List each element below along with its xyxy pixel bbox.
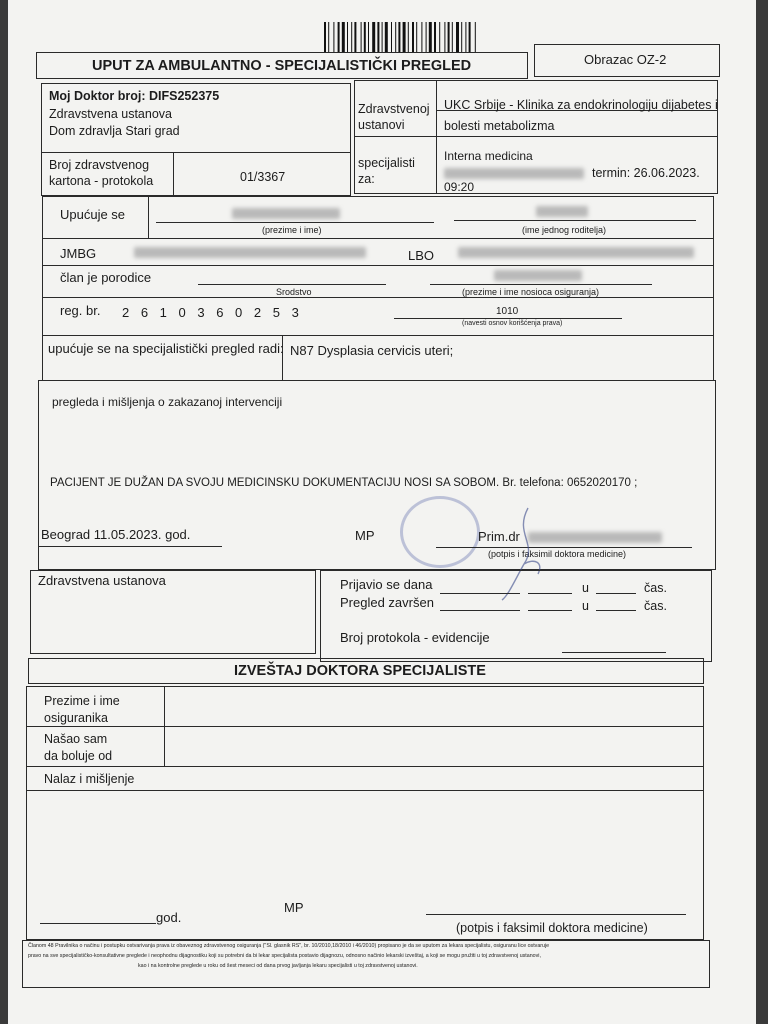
barcode <box>322 22 480 54</box>
doctor-number: Moj Doktor broj: DIFS252375 <box>49 89 220 103</box>
redacted-lbo <box>458 247 694 258</box>
found-label-2: da boluje od <box>44 749 113 763</box>
specialist-label-1: specijalisti <box>358 156 415 170</box>
institution-label-2: ustanovi <box>358 118 405 132</box>
stamp-mark: MP <box>355 528 375 543</box>
redacted-holder <box>494 270 582 281</box>
legal-note-line-2: pravo na sve specijalističko-konsultativne preglede i neophodnu dijagnostiku koji su potrebni da bi lekar specijalista postavio dijagnozu, odnosno načinio lekarski izveštaj, a koji se mogu pružiti u toj zdravstvenoj ustanovi, <box>28 953 541 959</box>
chart-label-1: Broj zdravstvenog <box>49 158 150 172</box>
referral-form-page <box>8 0 756 1024</box>
appointment-time: 09:20 <box>444 180 475 194</box>
redacted-jmbg <box>134 247 366 258</box>
insured-name-label-2: osiguranika <box>44 711 108 725</box>
chart-label-2: kartona - protokola <box>49 174 154 188</box>
specialty: Interna medicina <box>444 149 533 163</box>
reg-code-caption: (navesti osnov korišćenja prava) <box>462 320 563 327</box>
form-code: Obrazac OZ-2 <box>584 52 667 67</box>
doctor-institution-label: Zdravstvena ustanova <box>49 107 172 121</box>
caption-parent: (ime jednog roditelja) <box>522 225 607 235</box>
findings-label: Nalaz i mišljenje <box>44 772 135 786</box>
finished-label: Pregled završen <box>340 595 434 610</box>
reported-label: Prijavio se dana <box>340 577 433 592</box>
lbo-label: LBO <box>408 248 435 263</box>
report-title: IZVEŠTAJ DOKTORA SPECIJALISTE <box>234 663 486 679</box>
institution-label-1: Zdravstvenoj <box>358 102 430 116</box>
referrer-label: Upućuje se <box>60 207 126 222</box>
stamp-seal <box>400 496 480 568</box>
reported-cas: čas. <box>644 581 667 595</box>
caption-relation: Srodstvo <box>276 287 312 297</box>
specialist-label-2: za: <box>358 172 375 186</box>
place-date: Beograd 11.05.2023. god. <box>41 527 191 542</box>
caption-holder: (prezime i ime nosioca osiguranja) <box>462 287 600 297</box>
note-intervention: pregleda i mišljenja o zakazanoj intervenciji <box>52 395 283 409</box>
report-box <box>26 686 704 940</box>
receiving-institution-label: Zdravstvena ustanova <box>38 573 166 588</box>
redacted-parent <box>536 206 588 217</box>
report-god: god. <box>156 910 182 925</box>
found-label-1: Našao sam <box>44 732 108 746</box>
protocol-label: Broj protokola - evidencije <box>340 630 490 645</box>
signature-prefix: Prim.dr <box>478 529 520 544</box>
reported-u: u <box>582 581 589 595</box>
institution-name-1: UKC Srbije - Klinika za endokrinologiju dijabetes i <box>444 98 718 112</box>
jmbg-label: JMBG <box>60 246 97 261</box>
appointment-date: termin: 26.06.2023. <box>592 166 700 180</box>
finished-u: u <box>582 599 589 613</box>
report-signature-caption: (potpis i faksimil doktora medicine) <box>456 921 648 935</box>
finished-cas: čas. <box>644 599 667 613</box>
family-label: član je porodice <box>60 270 152 285</box>
note-documentation: PACIJENT JE DUŽAN DA SVOJU MEDICINSKU DOKUMENTACIJU NOSI SA SOBOM. Br. telefona: 0652020170 ; <box>50 477 638 489</box>
institution-name-2: bolesti metabolizma <box>444 119 555 133</box>
doctor-institution: Dom zdravlja Stari grad <box>49 124 180 138</box>
caption-surname: (prezime i ime) <box>262 225 322 235</box>
legal-note-line-1: Članom 48 Pravilnika o načinu i postupku ostvarivanja prava iz obaveznog zdravstvenog osiguranja ("Sl. glasnik RS", br. 10/2010,18/2010 i 46/2010) propisano je da se uputom za lekara specijalistu, osiguranu lice ostvaruje <box>28 943 550 949</box>
legal-note-line-3: kao i na kontrolne preglede u roku od šest meseci od dana prvog javljanja lekaru specijalisti u toj zdravstvenoj ustanovi. <box>138 963 418 969</box>
insured-name-label-1: Prezime i ime <box>44 694 120 708</box>
reason-label: upućuje se na specijalistički pregled radi: <box>48 341 284 356</box>
form-title: UPUT ZA AMBULANTNO - SPECIJALISTIČKI PREGLED <box>92 58 472 74</box>
signature-caption: (potpis i faksimil doktora medicine) <box>488 549 627 559</box>
report-mp: MP <box>284 900 304 915</box>
redacted-specialist <box>444 168 584 179</box>
reg-number: 2 6 1 0 3 6 0 2 5 3 <box>122 305 303 320</box>
reg-code: 1010 <box>496 306 519 317</box>
chart-number: 01/3367 <box>240 170 286 184</box>
redacted-surname <box>232 208 340 219</box>
reg-label: reg. br. <box>60 303 101 318</box>
diagnosis: N87 Dysplasia cervicis uteri; <box>290 343 454 358</box>
